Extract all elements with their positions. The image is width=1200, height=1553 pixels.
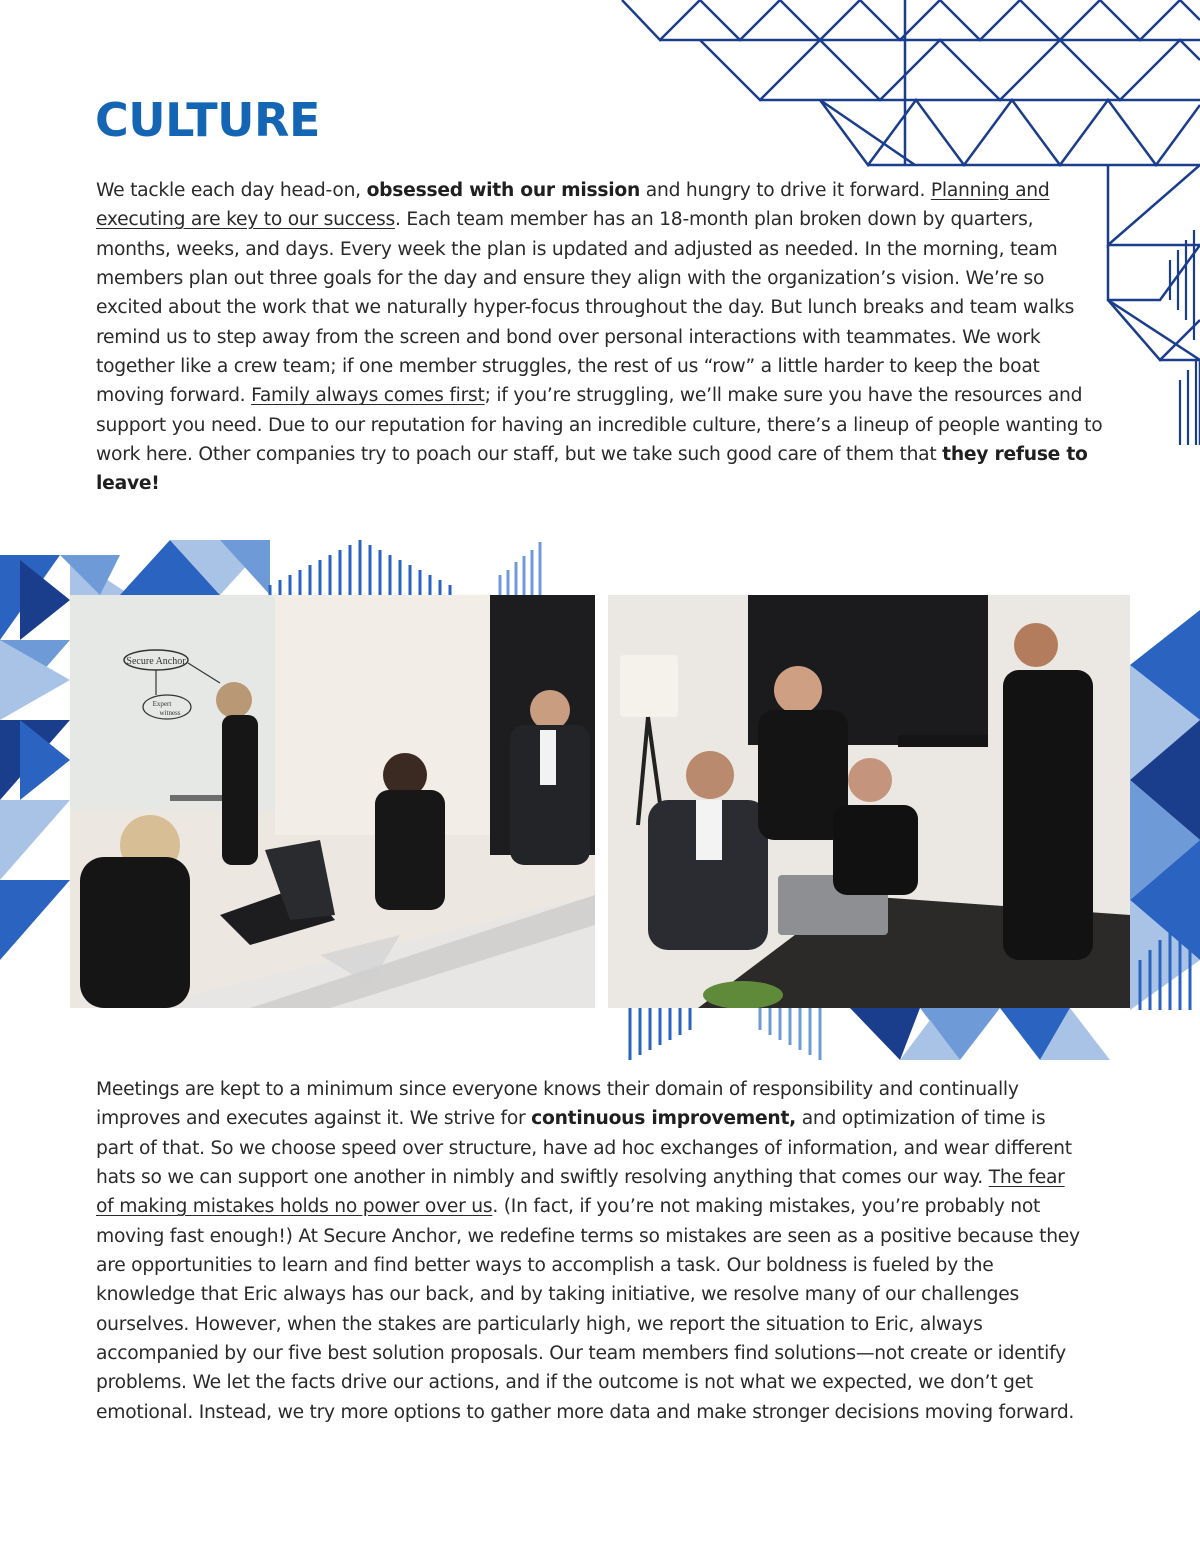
text-run: Meetings are kept to a minimum since everyone knows their domain of responsibility and continually improves and executes against it. We strive for xyxy=(96,1079,1019,1130)
vertical-stripes-bottom-band-2 xyxy=(760,1008,820,1060)
whiteboard-text-node-2: witness xyxy=(159,709,181,717)
filled-triangles-top-band xyxy=(120,540,270,595)
paragraph-culture-intro xyxy=(96,176,1106,499)
vertical-stripes-top-band xyxy=(270,540,450,595)
emphasis-continuous-improvement: continuous improvement, xyxy=(531,1108,797,1130)
vertical-stripes-top-band-2 xyxy=(500,542,540,595)
text-run: and optimization of time is part of that. So we choose speed over structure, have ad hoc exchanges of information, and wear different hats so we can support one another in nimbly and swiftly resolving anything that comes our way. xyxy=(96,1108,1072,1189)
text-run: . Each team member has an 18-month plan broken down by quarters, months, weeks, and days. Every week the plan is updated and adjusted as needed. In the morning, team members plan out three goals for the day and ensure they align with the organization’s vision. We’re so excited about the work that we naturally hyper-focus throughout the day. But lunch breaks and team walks remind us to step away from the screen and bond over personal interactions with teammates. We work together like a crew team; if one member struggles, the rest of us “row” a little harder to keep the boat moving forward. xyxy=(96,209,1075,407)
text-run: ; if you’re struggling, we’ll make sure you have the resources and support you need. Due to our reputation for having an incredible culture, there’s a lineup of people wanting to work here. Other companies try to poach our staff, but we take such good care of them that xyxy=(96,385,1103,466)
page-title: CULTURE xyxy=(95,93,320,147)
vertical-stripes-bottom-band xyxy=(630,1008,690,1060)
whiteboard-text-node-1: Expert xyxy=(152,700,172,708)
photo-team-laptop xyxy=(608,595,1130,1008)
text-run: We tackle each day head-on, xyxy=(96,180,367,201)
whiteboard-text-main: Secure Anchor xyxy=(126,656,186,667)
underline-family: Family always comes first xyxy=(251,385,485,407)
underline-fear-of-mistakes: The fear of making mistakes holds no power over us xyxy=(96,1167,1065,1218)
paragraph-meetings xyxy=(96,1075,1086,1427)
photo-whiteboard-meeting xyxy=(70,595,595,1008)
text-run: . (In fact, if you’re not making mistakes, you’re probably not moving fast enough!) At Secure Anchor, we redefine terms so mistakes are seen as a positive because they are opportunities to learn and find better ways to accomplish a task. Our boldness is fueled by the knowledge that Eric always has our back, and by taking initiative, we resolve many of our challenges ourselves. However, when the stakes are particularly high, we report the situation to Eric, always accompanied by our five best solution proposals. Our team members find solutions—not create or identify problems. We let the facts drive our actions, and if the outcome is not what we expected, we don’t get emotional. Instead, we try more options to gather more data and make stronger decisions moving forward. xyxy=(96,1196,1080,1423)
emphasis-refuse-to-leave: they refuse to leave! xyxy=(96,444,1088,495)
filled-triangles-bottom-band xyxy=(850,1008,1110,1060)
text-run: and hungry to drive it forward. xyxy=(640,180,931,201)
emphasis-mission: obsessed with our mission xyxy=(366,180,641,201)
underline-planning: Planning and executing are key to our success xyxy=(96,180,1050,231)
